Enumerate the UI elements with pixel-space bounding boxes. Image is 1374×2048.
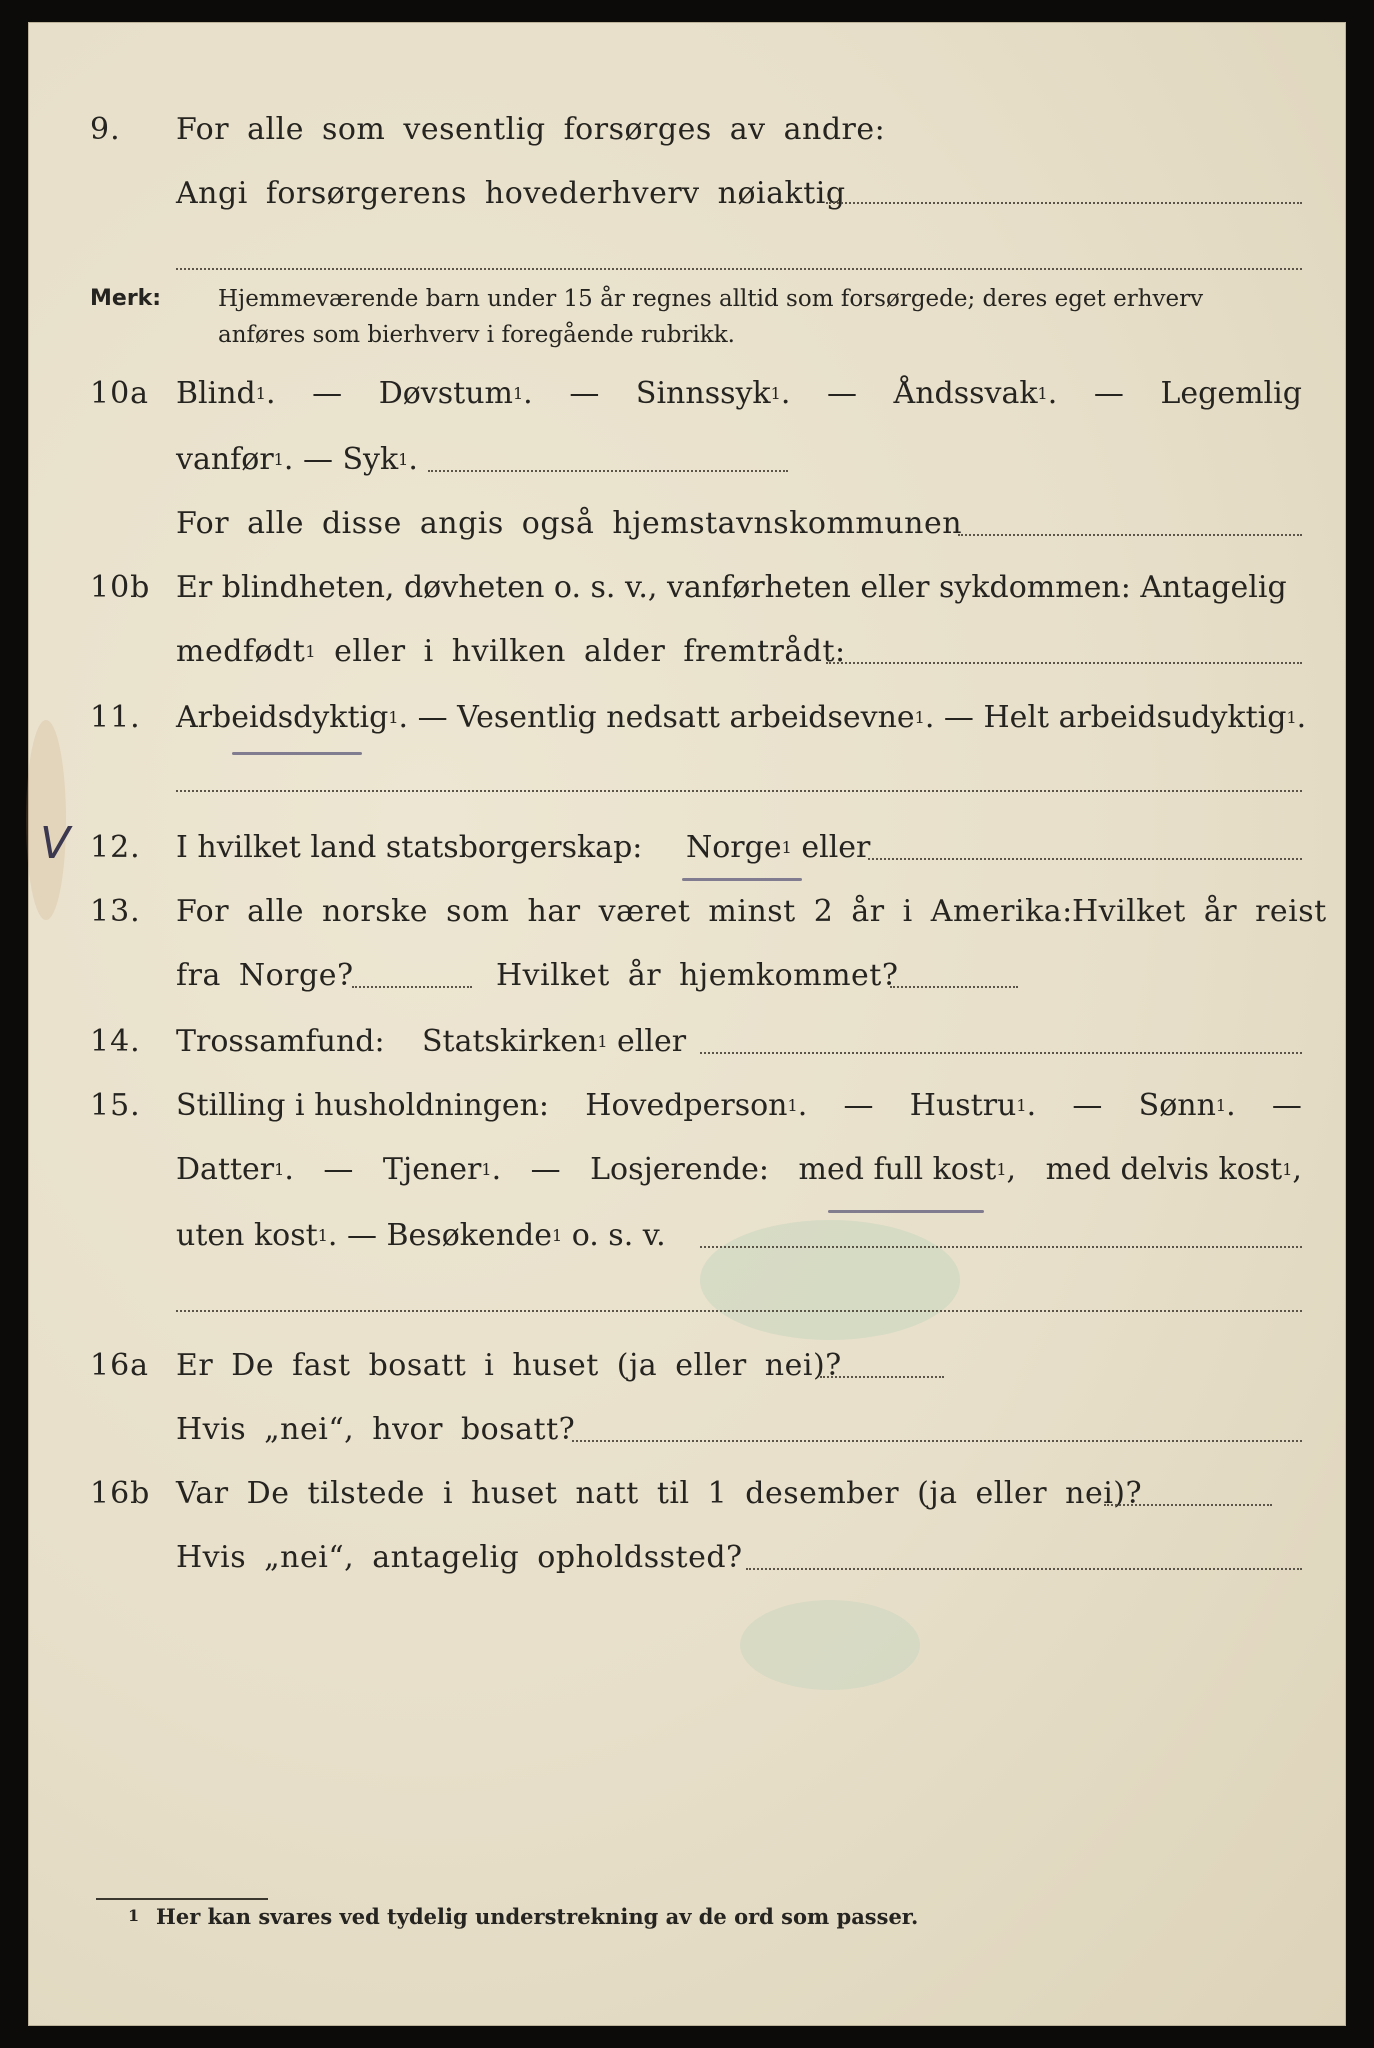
answer-line[interactable] — [868, 858, 1302, 860]
answer-line[interactable] — [352, 986, 472, 988]
option-hovedperson[interactable]: Hovedperson$^1$. — [585, 1088, 808, 1123]
option-udyktig[interactable]: Helt arbeidsudyktig — [983, 700, 1287, 735]
answer-line[interactable] — [572, 1440, 1302, 1442]
option-arbeidsdyktig[interactable]: Arbeidsdyktig — [176, 700, 389, 735]
question-text: Er blindheten, døvheten o. s. v., vanførheten eller sykdommen: Antagelig — [176, 570, 1287, 605]
footnote-mark: 1 — [128, 1906, 140, 1925]
check-mark: V — [40, 818, 71, 869]
option-norge[interactable]: Norge$^1$ eller — [686, 830, 871, 865]
question-text: Trossamfund: — [176, 1024, 385, 1059]
question-number: 10b — [90, 570, 151, 605]
answer-line[interactable] — [176, 1310, 1302, 1312]
question-text: For alle norske som har været minst 2 år i Amerika: — [176, 894, 1073, 929]
note-label: Merk: — [90, 286, 162, 311]
question-text: For alle disse angis også hjemstavnskommunen — [176, 506, 963, 541]
question-text: uten kost$^1$. — Besøkende$^1$ o. s. v. — [176, 1218, 666, 1253]
dash: — — [569, 376, 600, 411]
question-text: Hvis „nei“, hvor bosatt? — [176, 1412, 576, 1447]
dash: — — [1093, 376, 1124, 411]
question-text: Er De fast bosatt i huset (ja eller nei)? — [176, 1348, 842, 1383]
option-vanfor-syk[interactable]: vanfør$^1$. — Syk$^1$. — [176, 442, 418, 477]
option-med-delvis-kost[interactable]: med delvis kost$^1$, — [1045, 1152, 1302, 1187]
question-text: For alle som vesentlig forsørges av andre: — [176, 112, 886, 147]
option-legemlig[interactable]: Legemlig — [1160, 376, 1302, 411]
answer-line[interactable] — [826, 662, 1302, 664]
question-text: Hvilket år hjemkommet? — [496, 958, 899, 993]
option-datter[interactable]: Datter$^1$. — [176, 1152, 294, 1187]
question-text: Arbeidsdyktig$^1$. — Vesentlig nedsatt arbeidsevne$^1$. — Helt arbeidsudyktig$^1$. — [176, 700, 1307, 735]
option-sinnssyk[interactable]: Sinnssyk$^1$. — [635, 376, 791, 411]
option-statskirken[interactable]: Statskirken$^1$ eller — [422, 1024, 687, 1059]
question-text: medfødt$^1$ eller i hvilken alder fremtrådt: — [176, 634, 846, 669]
option-blind[interactable]: Blind$^1$. — [176, 376, 276, 411]
question-number: 11. — [90, 700, 141, 735]
answer-line[interactable] — [700, 1052, 1302, 1054]
question-number: 16a — [90, 1348, 150, 1383]
answer-line[interactable] — [176, 790, 1302, 792]
option-sonn[interactable]: Sønn$^1$. — [1138, 1088, 1236, 1123]
note-text: Hjemmeværende barn under 15 år regnes alltid som forsørgede; deres eget erhverv — [218, 286, 1204, 312]
footnote-rule — [96, 1898, 268, 1900]
pencil-underline — [828, 1210, 984, 1213]
dash: — — [312, 376, 343, 411]
answer-line[interactable] — [176, 268, 1302, 270]
answer-line[interactable] — [1104, 1504, 1272, 1506]
option-tjener[interactable]: Tjener$^1$. — [382, 1152, 502, 1187]
question-text: I hvilket land statsborgerskap: — [176, 830, 643, 865]
answer-line[interactable] — [826, 202, 1302, 204]
dash: — — [826, 376, 857, 411]
answer-line[interactable] — [890, 986, 1018, 988]
option-dovstum[interactable]: Døvstum$^1$. — [378, 376, 533, 411]
answer-line[interactable] — [820, 1376, 944, 1378]
option-med-full-kost[interactable]: med full kost$^1$, — [798, 1152, 1017, 1187]
answer-line[interactable] — [700, 1246, 1302, 1248]
question-number: 12. — [90, 830, 141, 865]
answer-line[interactable] — [958, 534, 1302, 536]
option-uten-kost[interactable]: uten kost — [176, 1218, 318, 1253]
question-text: Stilling i husholdningen: — [176, 1088, 550, 1123]
question-number: 14. — [90, 1024, 141, 1059]
question-number: 10a — [90, 376, 150, 411]
question-text: Angi forsørgerens hovederhverv nøiaktig — [176, 176, 846, 211]
question-text: fra Norge? — [176, 958, 354, 993]
option-losjerende: Losjerende: — [590, 1152, 770, 1187]
option-hustru[interactable]: Hustru$^1$. — [909, 1088, 1037, 1123]
question-number: 13. — [90, 894, 141, 929]
question-text: Hvilket år reist — [1072, 894, 1327, 929]
option-nedsatt[interactable]: Vesentlig nedsatt arbeidsevne — [457, 700, 915, 735]
footnote-text: Her kan svares ved tydelig understrekning av de ord som passer. — [156, 1904, 919, 1929]
option-andssvak[interactable]: Åndssvak$^1$. — [893, 376, 1058, 411]
note-text: anføres som bierhverv i foregående rubrikk. — [218, 322, 735, 348]
answer-line[interactable] — [746, 1568, 1302, 1570]
answer-line[interactable] — [428, 470, 788, 472]
question-text: Var De tilstede i huset natt til 1 desember (ja eller nei)? — [176, 1476, 1143, 1511]
question-number: 9. — [90, 112, 121, 147]
question-number: 15. — [90, 1088, 141, 1123]
question-number: 16b — [90, 1476, 151, 1511]
pencil-underline — [682, 878, 802, 881]
question-text: Hvis „nei“, antagelig opholdssted? — [176, 1540, 743, 1575]
pencil-underline — [232, 752, 362, 755]
option-besokende[interactable]: Besøkende — [386, 1218, 552, 1253]
